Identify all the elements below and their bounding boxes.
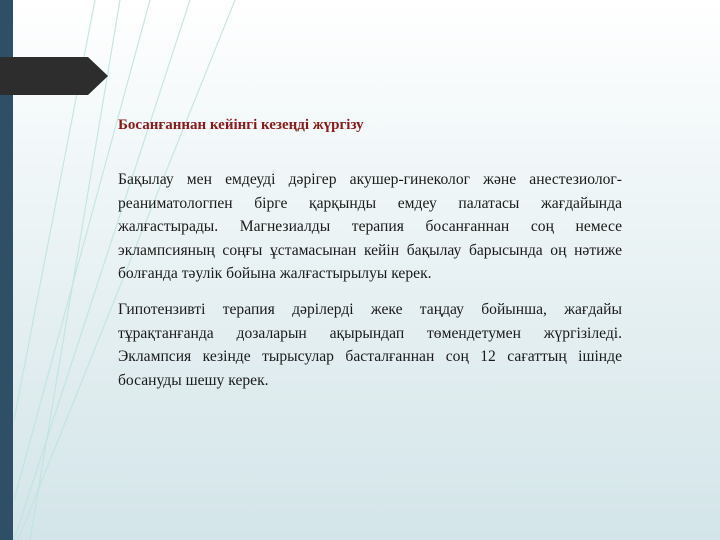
body-paragraph: Гипотензивті терапия дәрілерді жеке таңдау бойынша, жағдайы тұрақтанғанда дозаларын ақырындап төмендетумен жүргізіледі. Эклампсия кезінде тырысулар басталғаннан соң 12 сағаттың ішінде босануды шешу керек.	[118, 300, 622, 389]
slide-body	[118, 168, 622, 404]
title-tab-shape	[0, 57, 108, 95]
slide-title: Босанғаннан кейінгі кезеңді жүргізу	[118, 117, 364, 133]
body-paragraph: Бақылау мен емдеуді дәрігер акушер-гинеколог және анестезиолог-реаниматологпен бірге қарқынды емдеу палатасы жағдайында жалғастырады. Магнезиалды терапия босанғаннан соң немесе эклампсияның соңғы ұстамасынан кейін бақылау барысында оң нәтиже болғанда тәулік бойына жалғастырылуы керек.	[118, 171, 622, 283]
